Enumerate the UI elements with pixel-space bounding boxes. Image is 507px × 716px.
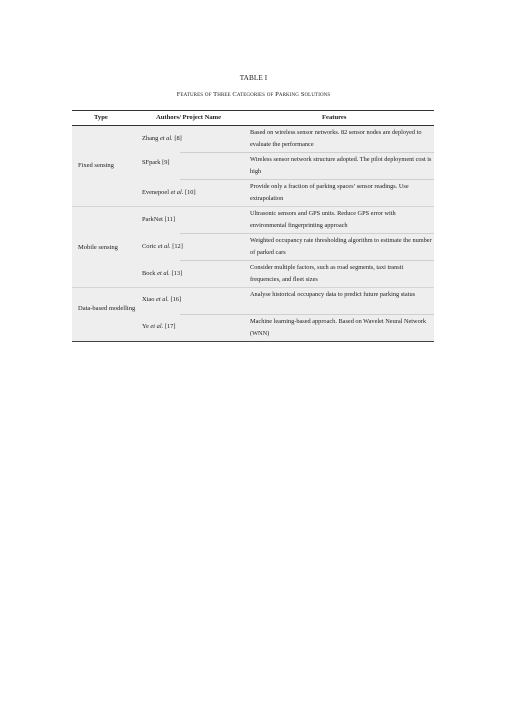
- author-cell: Bock et al. [13]: [142, 270, 183, 277]
- table-body: [72, 126, 434, 342]
- author-cell: SFpark [9]: [142, 159, 170, 166]
- feature-cell: Analyse historical occupancy data to predict future parking status: [250, 291, 416, 298]
- table-group-data-based-modelling: [72, 287, 434, 342]
- table-bottom-rule: [72, 341, 434, 342]
- author-cell: Zhang et al. [8]: [142, 135, 182, 142]
- group-type-label: Mobile sensing: [78, 244, 118, 251]
- feature-cell: Consider multiple factors, such as road segments, taxi transit frequencies, and fleet sizes: [250, 264, 404, 283]
- table-row: [72, 126, 434, 152]
- author-cell: ParkNet [11]: [142, 216, 175, 223]
- header-authors: Authors/ Project Name: [156, 114, 222, 121]
- table-row: [72, 288, 434, 314]
- header-features: Features: [322, 114, 347, 121]
- author-cell: Ye et al. [17]: [142, 323, 176, 330]
- feature-cell: Wireless sensor network structure adopted. The pilot deployment cost is high: [250, 156, 432, 175]
- table-row: [72, 153, 434, 179]
- feature-cell: Based on wireless sensor networks. 82 sensor nodes are deployed to evaluate the performance: [250, 129, 422, 148]
- author-cell: Coric et al. [12]: [142, 243, 183, 250]
- header-type: Type: [94, 114, 108, 121]
- group-type-label: Fixed sensing: [78, 162, 114, 169]
- table-group-fixed-sensing: [72, 126, 434, 206]
- table-row: [72, 315, 434, 342]
- feature-cell: Provide only a fraction of parking spaces’ sensor readings. Use extrapolation: [250, 183, 409, 202]
- table-row: [72, 234, 434, 260]
- table-group-mobile-sensing: [72, 206, 434, 287]
- table-row: [72, 261, 434, 287]
- table-row: [72, 180, 434, 206]
- table-caption-title: Features of Three Categories of Parking Solutions: [176, 91, 331, 98]
- author-cell: Evenepoel et al. [10]: [142, 189, 196, 196]
- table-caption-label: TABLE I: [239, 74, 268, 82]
- group-type-label: Data-based modelling: [78, 305, 136, 312]
- table-top-rule: [72, 110, 434, 111]
- author-cell: Xiao et al. [16]: [142, 296, 182, 303]
- feature-cell: Ultrasonic sensors and GPS units. Reduce GPS error with environmental fingerprinting approach: [250, 210, 396, 229]
- feature-cell: Weighted occupancy rate thresholding algorithm to estimate the number of parked cars: [250, 237, 432, 256]
- table-row: [72, 207, 434, 233]
- feature-cell: Machine learning-based approach. Based on Wavelet Neural Network (WNN): [250, 318, 426, 337]
